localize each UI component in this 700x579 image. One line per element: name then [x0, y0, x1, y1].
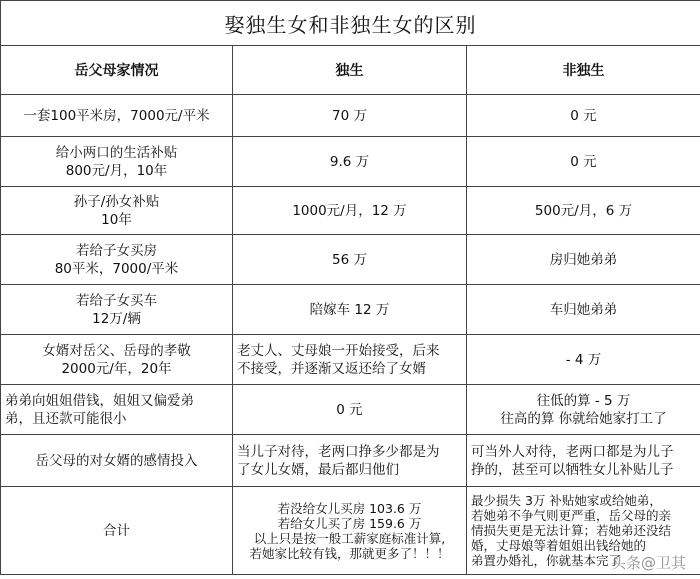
cell-line: 若给子女买房: [76, 242, 157, 259]
only-child-cell: [233, 137, 467, 187]
situation-cell: [1, 335, 233, 385]
cell-line: 9.6 万: [329, 153, 370, 170]
situation-cell: [1, 385, 233, 435]
only-child-cell: [233, 285, 467, 335]
cell-line: 若她弟不争气则更严重，岳父母的亲: [471, 508, 672, 523]
cell-line: 若她家比较有钱，那就更多了！！！: [249, 545, 450, 561]
only-child-cell: [233, 385, 467, 435]
cell-line: 56 万: [332, 251, 367, 268]
only-child-cell: [233, 235, 467, 285]
non-only-child-cell: [467, 285, 700, 335]
cell-line: 弟置办婚礼，你就基本完了: [471, 553, 622, 568]
cell-line: 0 元: [570, 153, 597, 170]
cell-line: 岳父母的对女婿的感情投入: [35, 452, 198, 469]
situation-cell: [1, 235, 233, 285]
table-row: [1, 435, 700, 487]
cell-line: 老丈人、丈母娘一开始接受，后来: [237, 342, 440, 359]
cell-line: 了女儿女婿，最后都归他们: [237, 461, 399, 478]
cell-line: 给小两口的生活补贴: [55, 144, 178, 161]
cell-line: - 4 万: [565, 351, 602, 368]
header-only-child: 独生: [233, 46, 467, 95]
non-only-child-cell: [467, 335, 700, 385]
cell-line: 婚，丈母娘等着姐姐出钱给她的: [471, 538, 647, 553]
cell-line: 0 元: [570, 107, 597, 124]
table-row: [1, 335, 700, 385]
cell-line: 弟，且还款可能很小: [5, 410, 127, 427]
table-row: [1, 137, 700, 187]
cell-line: 车归她弟弟: [549, 301, 618, 318]
cell-line: 若给女儿买了房 159.6 万: [277, 515, 422, 531]
only-child-cell: [233, 435, 467, 487]
only-child-cell: [233, 487, 467, 575]
cell-line: 2000元/年，20年: [61, 360, 172, 377]
watermark: 头条@卫其: [610, 554, 686, 572]
table-row: [1, 385, 700, 435]
table-row: [1, 235, 700, 285]
cell-line: 最少损失 3万 补贴她家或给她弟，: [471, 493, 662, 508]
table-row: [1, 285, 700, 335]
table-title: 娶独生女和非独生女的区别: [1, 1, 700, 46]
cell-line: 12万/辆: [92, 310, 141, 327]
cell-line: 当儿子对待，老两口挣多少都是为: [237, 443, 440, 460]
non-only-child-cell: [467, 95, 700, 137]
title-row: [1, 1, 700, 46]
non-only-child-cell: [467, 435, 700, 487]
non-only-child-cell: [467, 235, 700, 285]
cell-line: 70 万: [332, 107, 367, 124]
cell-line: 合计: [103, 522, 130, 539]
cell-line: 往高的算 你就给她家打工了: [500, 410, 667, 427]
cell-line: 弟弟向姐姐借钱，姐姐又偏爱弟: [5, 392, 194, 409]
cell-line: 若没给女儿买房 103.6 万: [277, 500, 422, 516]
situation-cell: [1, 137, 233, 187]
header-situation: 岳父母家情况: [1, 46, 233, 95]
situation-cell: [1, 187, 233, 235]
situation-cell: [1, 487, 233, 575]
cell-line: 情损失更是无法计算；若她弟还没结: [471, 523, 672, 538]
cell-line: 800元/月，10年: [65, 162, 168, 179]
cell-line: 0 元: [336, 401, 363, 418]
non-only-child-cell: [467, 187, 700, 235]
cell-line: 以上只是按一般工薪家庭标准计算,: [253, 530, 446, 546]
cell-line: 不接受，并逐渐又返还给了女婿: [237, 360, 426, 377]
table-row: [1, 487, 700, 575]
only-child-cell: [233, 95, 467, 137]
table-row: [1, 95, 700, 137]
cell-line: 女婿对岳父、岳母的孝敬: [42, 342, 191, 359]
header-row: [1, 46, 700, 95]
only-child-cell: [233, 187, 467, 235]
only-child-cell: [233, 335, 467, 385]
cell-line: 80平米，7000/平米: [54, 260, 179, 277]
situation-cell: [1, 95, 233, 137]
cell-line: 往低的算 - 5 万: [536, 392, 631, 409]
cell-line: 房归她弟弟: [549, 251, 618, 268]
non-only-child-cell: [467, 137, 700, 187]
cell-line: 10年: [101, 211, 132, 228]
header-non-only-child: 非独生: [467, 46, 700, 95]
cell-line: 若给子女买车: [76, 292, 157, 309]
cell-line: 一套100平米房，7000元/平米: [23, 107, 210, 124]
situation-cell: [1, 285, 233, 335]
table-row: [1, 187, 700, 235]
cell-line: 500元/月，6 万: [534, 202, 633, 219]
cell-line: 孙子/孙女补贴: [73, 193, 160, 210]
cell-line: 可当外人对待，老两口都是为儿子: [471, 443, 674, 460]
situation-cell: [1, 435, 233, 487]
cell-line: 陪嫁车 12 万: [309, 301, 390, 318]
non-only-child-cell: [467, 385, 700, 435]
cell-line: 1000元/月，12 万: [292, 202, 407, 219]
cell-line: 挣的，甚至可以牺牲女儿补贴儿子: [471, 461, 674, 478]
